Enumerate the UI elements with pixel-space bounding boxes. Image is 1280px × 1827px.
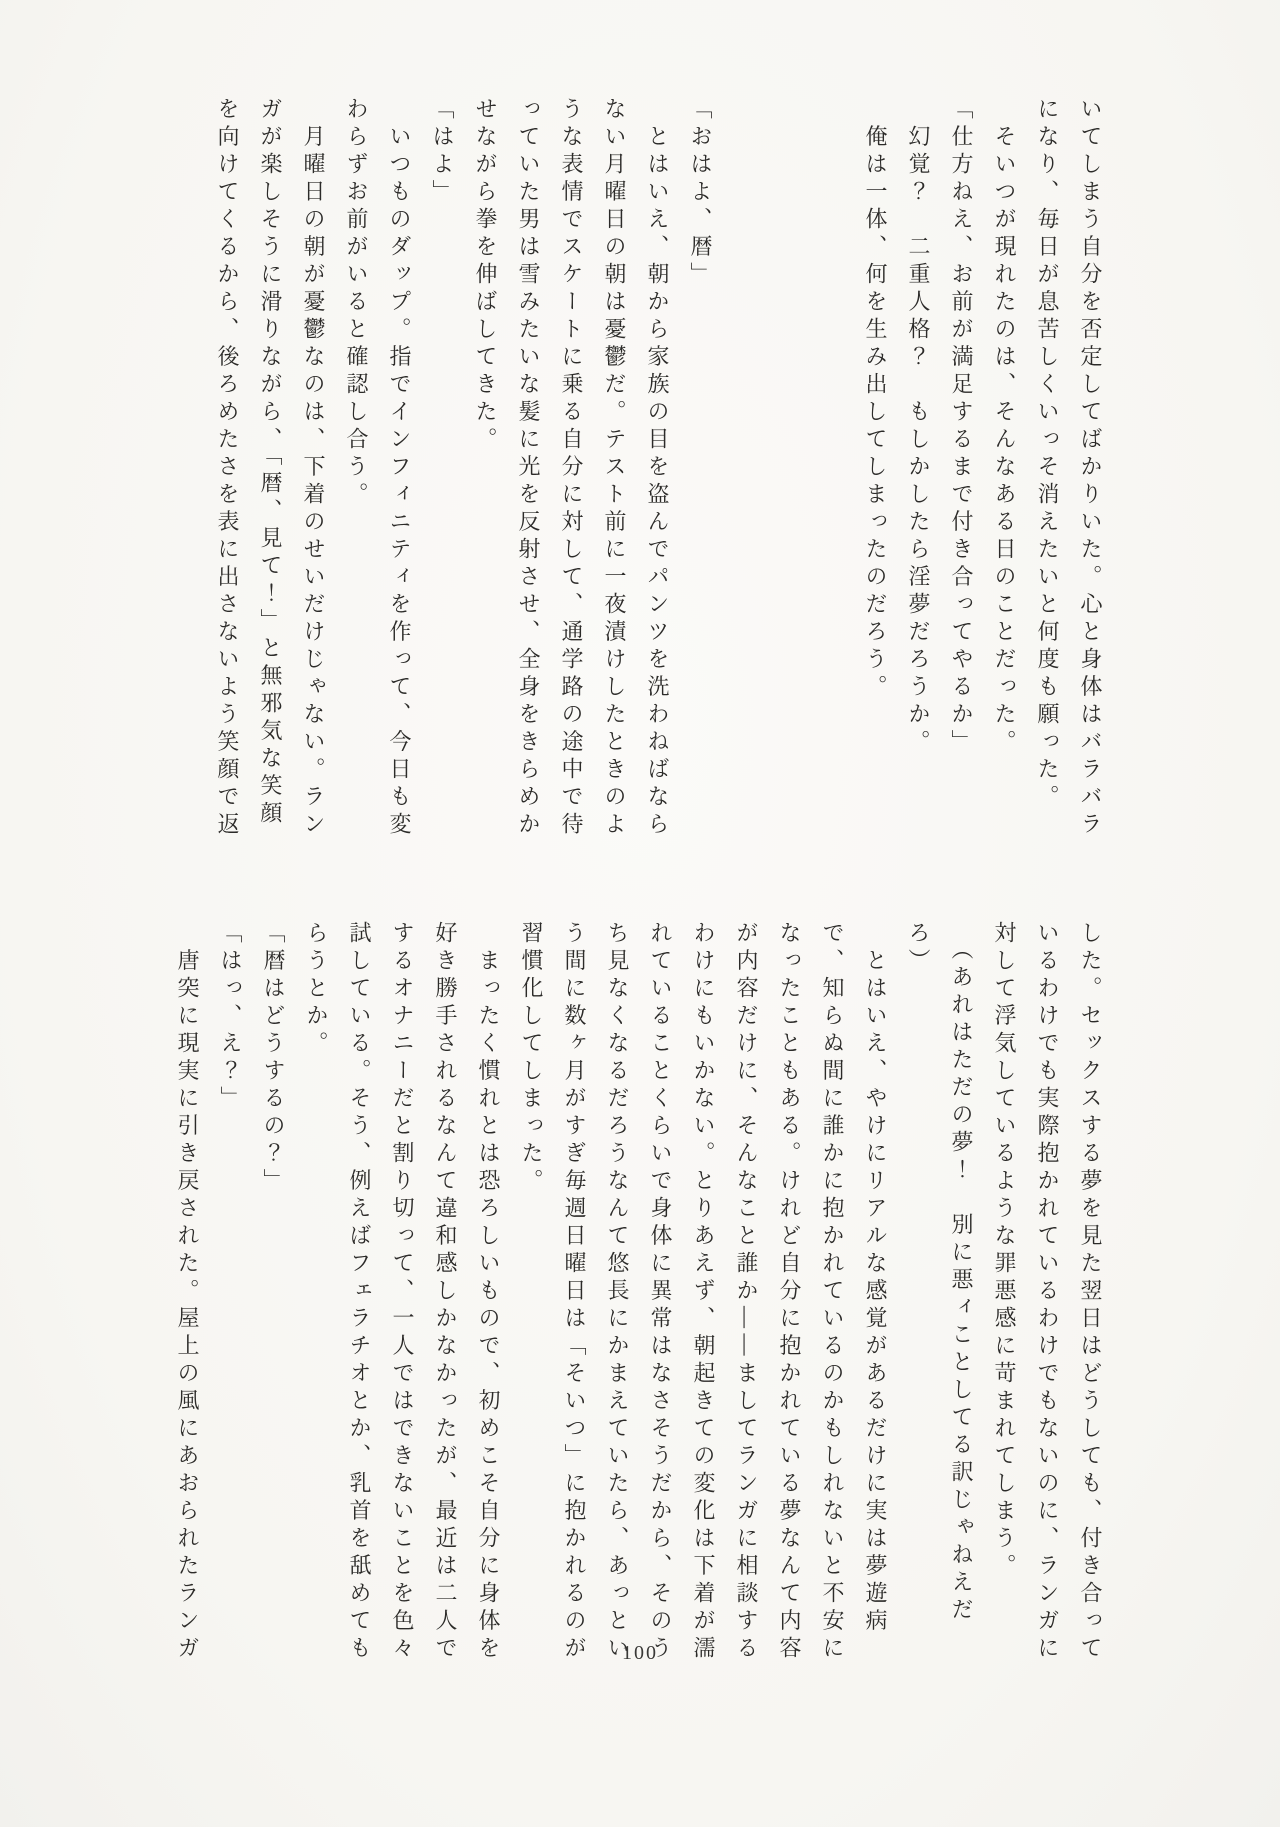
paragraph: まったく慣れとは恐ろしいもので、初めこそ自分に身体を好き勝手されるなんて違和感しかなかったが、最近は二人でするオナニーだと割り切って、一人ではできないことを色々試している。そう、例えばフェラチオとか、乳首を舐めてもらうとか。 [304,921,501,1664]
paragraph: 幻覚？ 二重人格？ もしかしたら淫夢だろうか。 [906,97,931,757]
paragraph: 「はっ、え？」 [218,921,243,1114]
paragraph: いつものダップ。指でインフィニティを作って、今日も変わらずお前がいると確認し合う。 [344,97,412,840]
section-break-gap [722,97,854,840]
paragraph: 唐突に現実に引き戻された。屋上の風にあおられたランガ [175,921,200,1664]
text-block-top [206,97,1112,840]
paragraph: した。セックスする夢を見た翌日はどうしても、付き合っているわけでも実際抱かれているわけでもないのに、ランガに対して浮気しているような罪悪感に苛まれてしまう。 [992,921,1103,1664]
paragraph: 「はよ」 [430,97,455,207]
paragraph: 「暦はどうするの？」 [261,921,286,1196]
top-text-section-1 [854,97,1112,840]
paragraph: （あれはただの夢！ 別に悪ィことしてる訳じゃねえだろ） [906,921,974,1625]
paragraph: とはいえ、朝から家族の目を盗んでパンツを洗わねばならない月曜日の朝は憂鬱だ。テスト前に一夜漬けしたときのような表情でスケートに乗る自分に対して、通学路の途中で待っていた男は雪みたいな髪に光を反射させ、全身をきらめかせながら拳を伸ばしてきた。 [473,97,670,840]
paragraph: 「仕方ねえ、お前が満足するまで付き合ってやるか」 [949,97,974,757]
page-number: 100 [622,1642,658,1664]
paragraph: 「おはよ、暦」 [688,97,713,290]
text-block-bottom [166,921,1112,1664]
paragraph: いてしまう自分を否定してばかりいた。心と身体はバラバラになり、毎日が息苦しくいっそ消えたいと何度も願った。 [1035,97,1103,840]
paragraph: 俺は一体、何を生み出してしまったのだろう。 [863,97,888,702]
top-text-section-2 [206,97,722,840]
paragraph: とはいえ、やけにリアルな感覚があるだけに実は夢遊病で、知らぬ間に誰かに抱かれているのかもしれないと不安になったこともある。けれど自分に抱かれている夢なんて内容が内容だけに、そんなこと誰か――ましてランガに相談するわけにもいかない。とりあえず、朝起きての変化は下着が濡れていることくらいで身体に異常はなさそうだから、そのうち見なくなるだろうなんて悠長にかまえていたら、あっという間に数ヶ月がすぎ毎週日曜日は「そいつ」に抱かれるのが習慣化してしまった。 [519,921,888,1664]
paragraph: 月曜日の朝が憂鬱なのは、下着のせいだけじゃない。ランガが楽しそうに滑りながら、「暦、見て！」と無邪気な笑顔を向けてくるから、後ろめたさを表に出さないよう笑顔で返 [215,97,326,840]
paragraph: そいつが現れたのは、そんなある日のことだった。 [992,97,1017,757]
